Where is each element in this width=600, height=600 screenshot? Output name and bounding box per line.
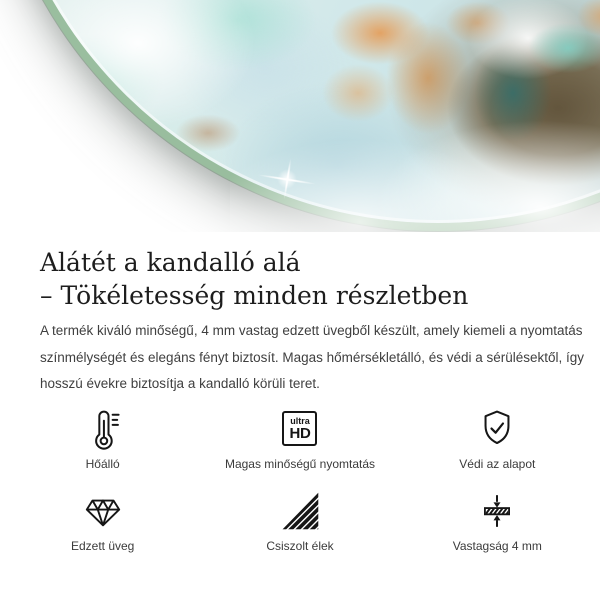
ultra-hd-badge-bottom-text: HD [289, 424, 311, 442]
product-description [40, 318, 585, 398]
feature-base-protection [399, 406, 596, 472]
page-title [40, 246, 560, 312]
features-grid [0, 406, 600, 554]
diamond-icon [80, 488, 126, 534]
feature-thickness [399, 488, 596, 554]
shield-check-icon [475, 406, 519, 452]
page-title-line-1: Alátét a kandalló alá [40, 248, 301, 277]
ultra-hd-badge [282, 411, 317, 446]
description-section [0, 246, 600, 398]
description-line: A termék kiváló minőségű, 4 mm vastag edzett üvegből készült, amely kiemeli a nyomtatás [40, 323, 583, 338]
ultra-hd-icon [282, 406, 317, 452]
polished-edges-icon [279, 488, 321, 534]
thickness-icon [477, 488, 517, 534]
product-photo [0, 0, 600, 232]
feature-label: Vastagság 4 mm [452, 538, 542, 553]
feature-tempered-glass [4, 488, 201, 554]
feature-label: Hőálló [85, 456, 120, 471]
thermometer-icon [81, 406, 125, 452]
feature-label: Edzett üveg [70, 538, 135, 553]
feature-print-quality [201, 406, 398, 472]
description-line: hosszú évekre biztosítja a kandalló körüli teret. [40, 376, 320, 391]
sparkle-glow [274, 166, 300, 192]
feature-label: Magas minőségű nyomtatás [224, 456, 376, 471]
description-line: színmélységét és elegáns fényt biztosít. Magas hőmérsékletálló, és védi a sérülésektől, így [40, 349, 585, 365]
page-title-line-2: – Tökéletesség minden részletben [40, 281, 469, 310]
feature-label: Védi az alapot [459, 456, 536, 471]
glass-disc-image [0, 0, 600, 231]
ultra-hd-badge-top-text: ultra [290, 415, 310, 426]
feature-heat-resistant [4, 406, 201, 472]
feature-label: Csiszolt élek [266, 538, 334, 553]
feature-polished-edges [201, 488, 398, 554]
